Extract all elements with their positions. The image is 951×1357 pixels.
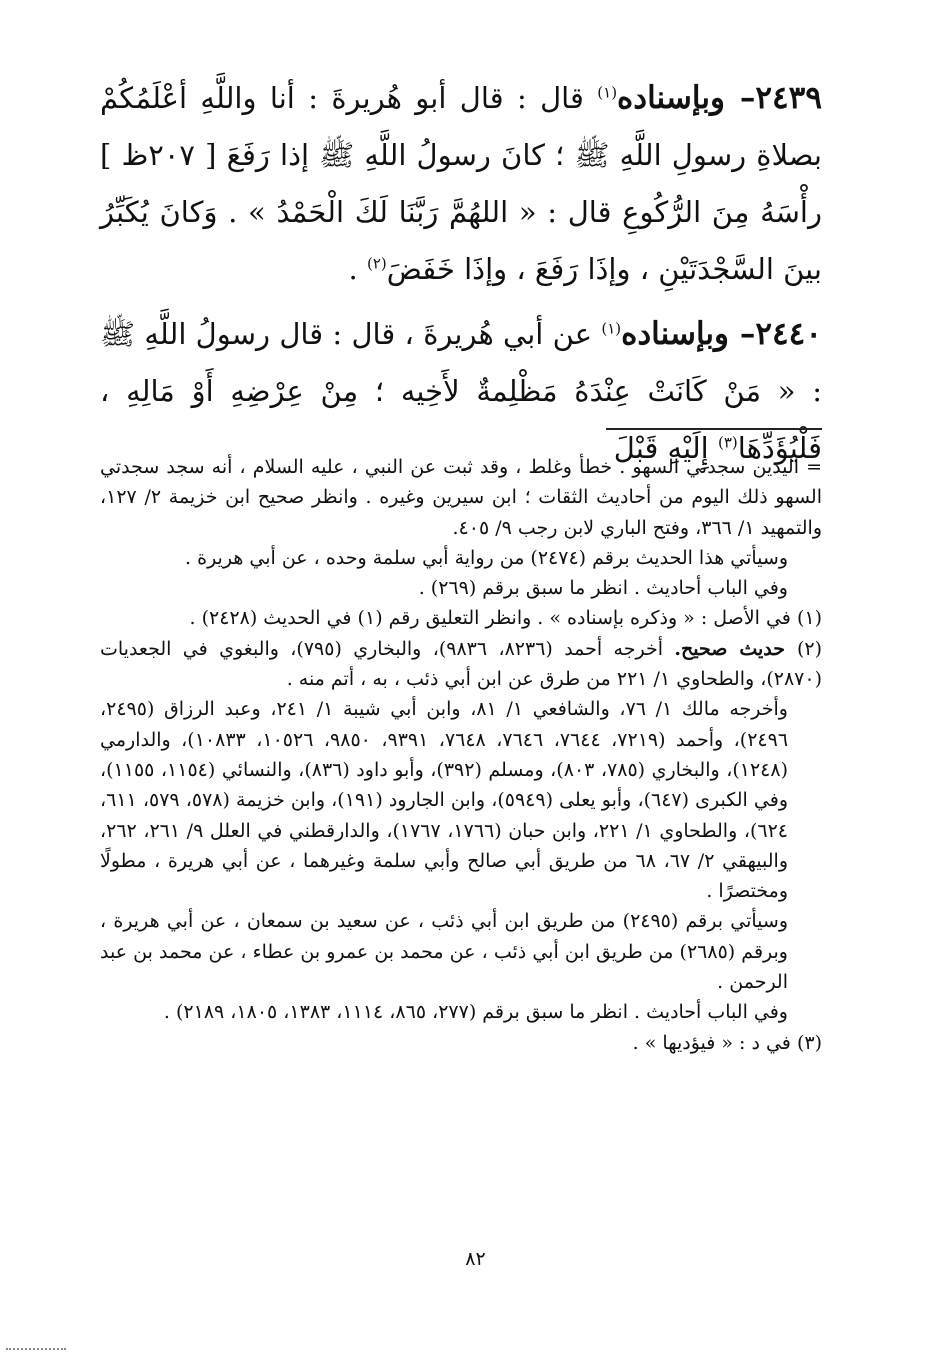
- footnote-1: [100, 603, 822, 633]
- footnote-ref: (١): [597, 83, 618, 102]
- hadith-text: قال : قال أبو هُريرةَ : أنا واللَّهِ أعْلَمُكُمْ بصلاةِ رسولِ اللَّهِ ﷺ ؛ كانَ رسولُ اللَّهِ ﷺ إذا رَفَعَ [ ٢٠٧ظ ] رأْسَهُ مِنَ الرُّكُوعِ قال : « اللهُمَّ رَبَّنَا لَكَ الْحَمْدُ » . وَكانَ يُكَبِّرُ بينَ السَّجْدَتَيْنِ ، وإذَا رَفَعَ ، وإذَا خَفَضَ: [100, 81, 823, 286]
- hadith-text: عن أبي هُريرةَ ، قال : قال رسولُ اللَّهِ ﷺ : « مَنْ كَانَتْ عِنْدَهُ مَظْلِمةٌ لأَخِيه ؛ مِنْ عِرْضِهِ أَوْ مَالِهِ ، فَلْيُؤَدِّهَا: [100, 317, 822, 465]
- hadith-lead: – وبإسناده: [617, 80, 756, 116]
- hadith-2439: [100, 70, 822, 298]
- footnote-ref: (٢): [366, 254, 387, 273]
- hadith-number: ٢٤٣٩: [755, 80, 822, 116]
- footnote-2-paragraph: وأخرجه مالك ١/ ٧٦، والشافعي ١/ ٨١، وابن أبي شيبة ١/ ٢٤١، وعبد الرزاق (٢٤٩٥، ٢٤٩٦)، وأحمد (٧٢١٩، ٧٦٤٤، ٧٦٤٦، ٧٦٤٨، ٩٣٩١، ٩٨٥٠، ١٠٥٢٦، ١٠٨٣٣)، والدارمي (١٢٤٨)، والبخاري (٧٨٥، ٨٠٣)، ومسلم (٣٩٢)، وأبو داود (٨٣٦)، والنسائي (١١٥٤، ١١٥٥)، وفي الكبرى (٦٤٧)، وأبو يعلى (٥٩٤٩)، وابن الجارود (١٩١)، وابن خزيمة (٥٧٨، ٥٧٩، ٦١١، ٦٢٤)، والطحاوي ١/ ٢٢١، وابن حبان (١٧٦٦، ١٧٦٧)، والدارقطني في العلل ٩/ ٢٦١، ٢٦٢، والبيهقي ٢/ ٦٧، ٦٨ من طريق أبي صالح وأبي سلمة وغيرهما ، عن أبي هريرة ، مطولًا ومختصرًا .: [100, 698, 789, 903]
- footnote-3: [100, 1028, 822, 1058]
- hadith-tail: .: [348, 252, 367, 286]
- footnotes: [100, 452, 822, 1058]
- footnote-continuation-paragraph: وسيأتي هذا الحديث برقم (٢٤٧٤) من رواية أبي سلمة وحده ، عن أبي هريرة .: [185, 546, 788, 569]
- footnote-marker: (١): [796, 607, 822, 630]
- footnote-2: [100, 634, 822, 695]
- footnote-ref: (٣): [717, 433, 738, 452]
- scan-edge-mark: [6, 1348, 66, 1356]
- hadith-text: إِلَيْهِ قَبْلَ: [613, 431, 718, 465]
- footnote-2-paragraph: وسيأتي برقم (٢٤٩٥) من طريق ابن أبي ذئب ، عن سعيد بن سمعان ، عن أبي هريرة ، وبرقم (٢٦٨٥) من طريق ابن أبي ذئب ، عن محمد بن عمرو بن عطاء ، عن محمد بن عبد الرحمن .: [100, 910, 789, 994]
- grading-term: حديث صحيح.: [674, 637, 797, 660]
- footnote-marker: (٢): [796, 637, 823, 660]
- hadith-number: ٢٤٤٠: [755, 316, 822, 352]
- footnote-2-paragraph: وفي الباب أحاديث . انظر ما سبق برقم (٢٧٧، ٨٦٥، ١١١٤، ١٣٨٣، ١٨٠٥، ٢١٨٩) .: [163, 1001, 788, 1024]
- main-text-body: [100, 70, 822, 485]
- footnote-ref: (١): [601, 319, 622, 338]
- footnote-text: أخرجه أحمد (٨٢٣٦، ٩٨٣٦)، والبخاري (٧٩٥)، والبغوي في الجعديات (٢٨٧٠)، والطحاوي ١/ ٢٢١ من طرق عن ابن أبي ذئب ، به ، أتم منه .: [100, 637, 822, 691]
- footnote-continuation: = اليدين سجدتي السهو . خطأ وغلط ، وقد ثبت عن النبي ، عليه السلام ، أنه سجد سجدتي السهو ذلك اليوم من أحاديث الثقات ؛ ابن سيرين وغيره . وانظر صحيح ابن خزيمة ٢/ ١٢٧، والتمهيد ١/ ٣٦٦، وفتح الباري لابن رجب ٩/ ٤٠٥.: [100, 456, 822, 539]
- page-number: ٨٢: [465, 1248, 486, 1270]
- footnote-text: في د : « فيؤديها » .: [632, 1031, 797, 1054]
- footnote-continuation-paragraph: وفي الباب أحاديث . انظر ما سبق برقم (٢٦٩) .: [418, 577, 788, 600]
- footnote-text: في الأصل : « وذكره بإسناده » . وانظر التعليق رقم (١) في الحديث (٢٤٢٨) .: [189, 607, 797, 630]
- footnote-marker: (٣): [796, 1031, 822, 1054]
- hadith-lead: – وبإسناده: [621, 316, 756, 352]
- footnote-divider: [606, 428, 822, 430]
